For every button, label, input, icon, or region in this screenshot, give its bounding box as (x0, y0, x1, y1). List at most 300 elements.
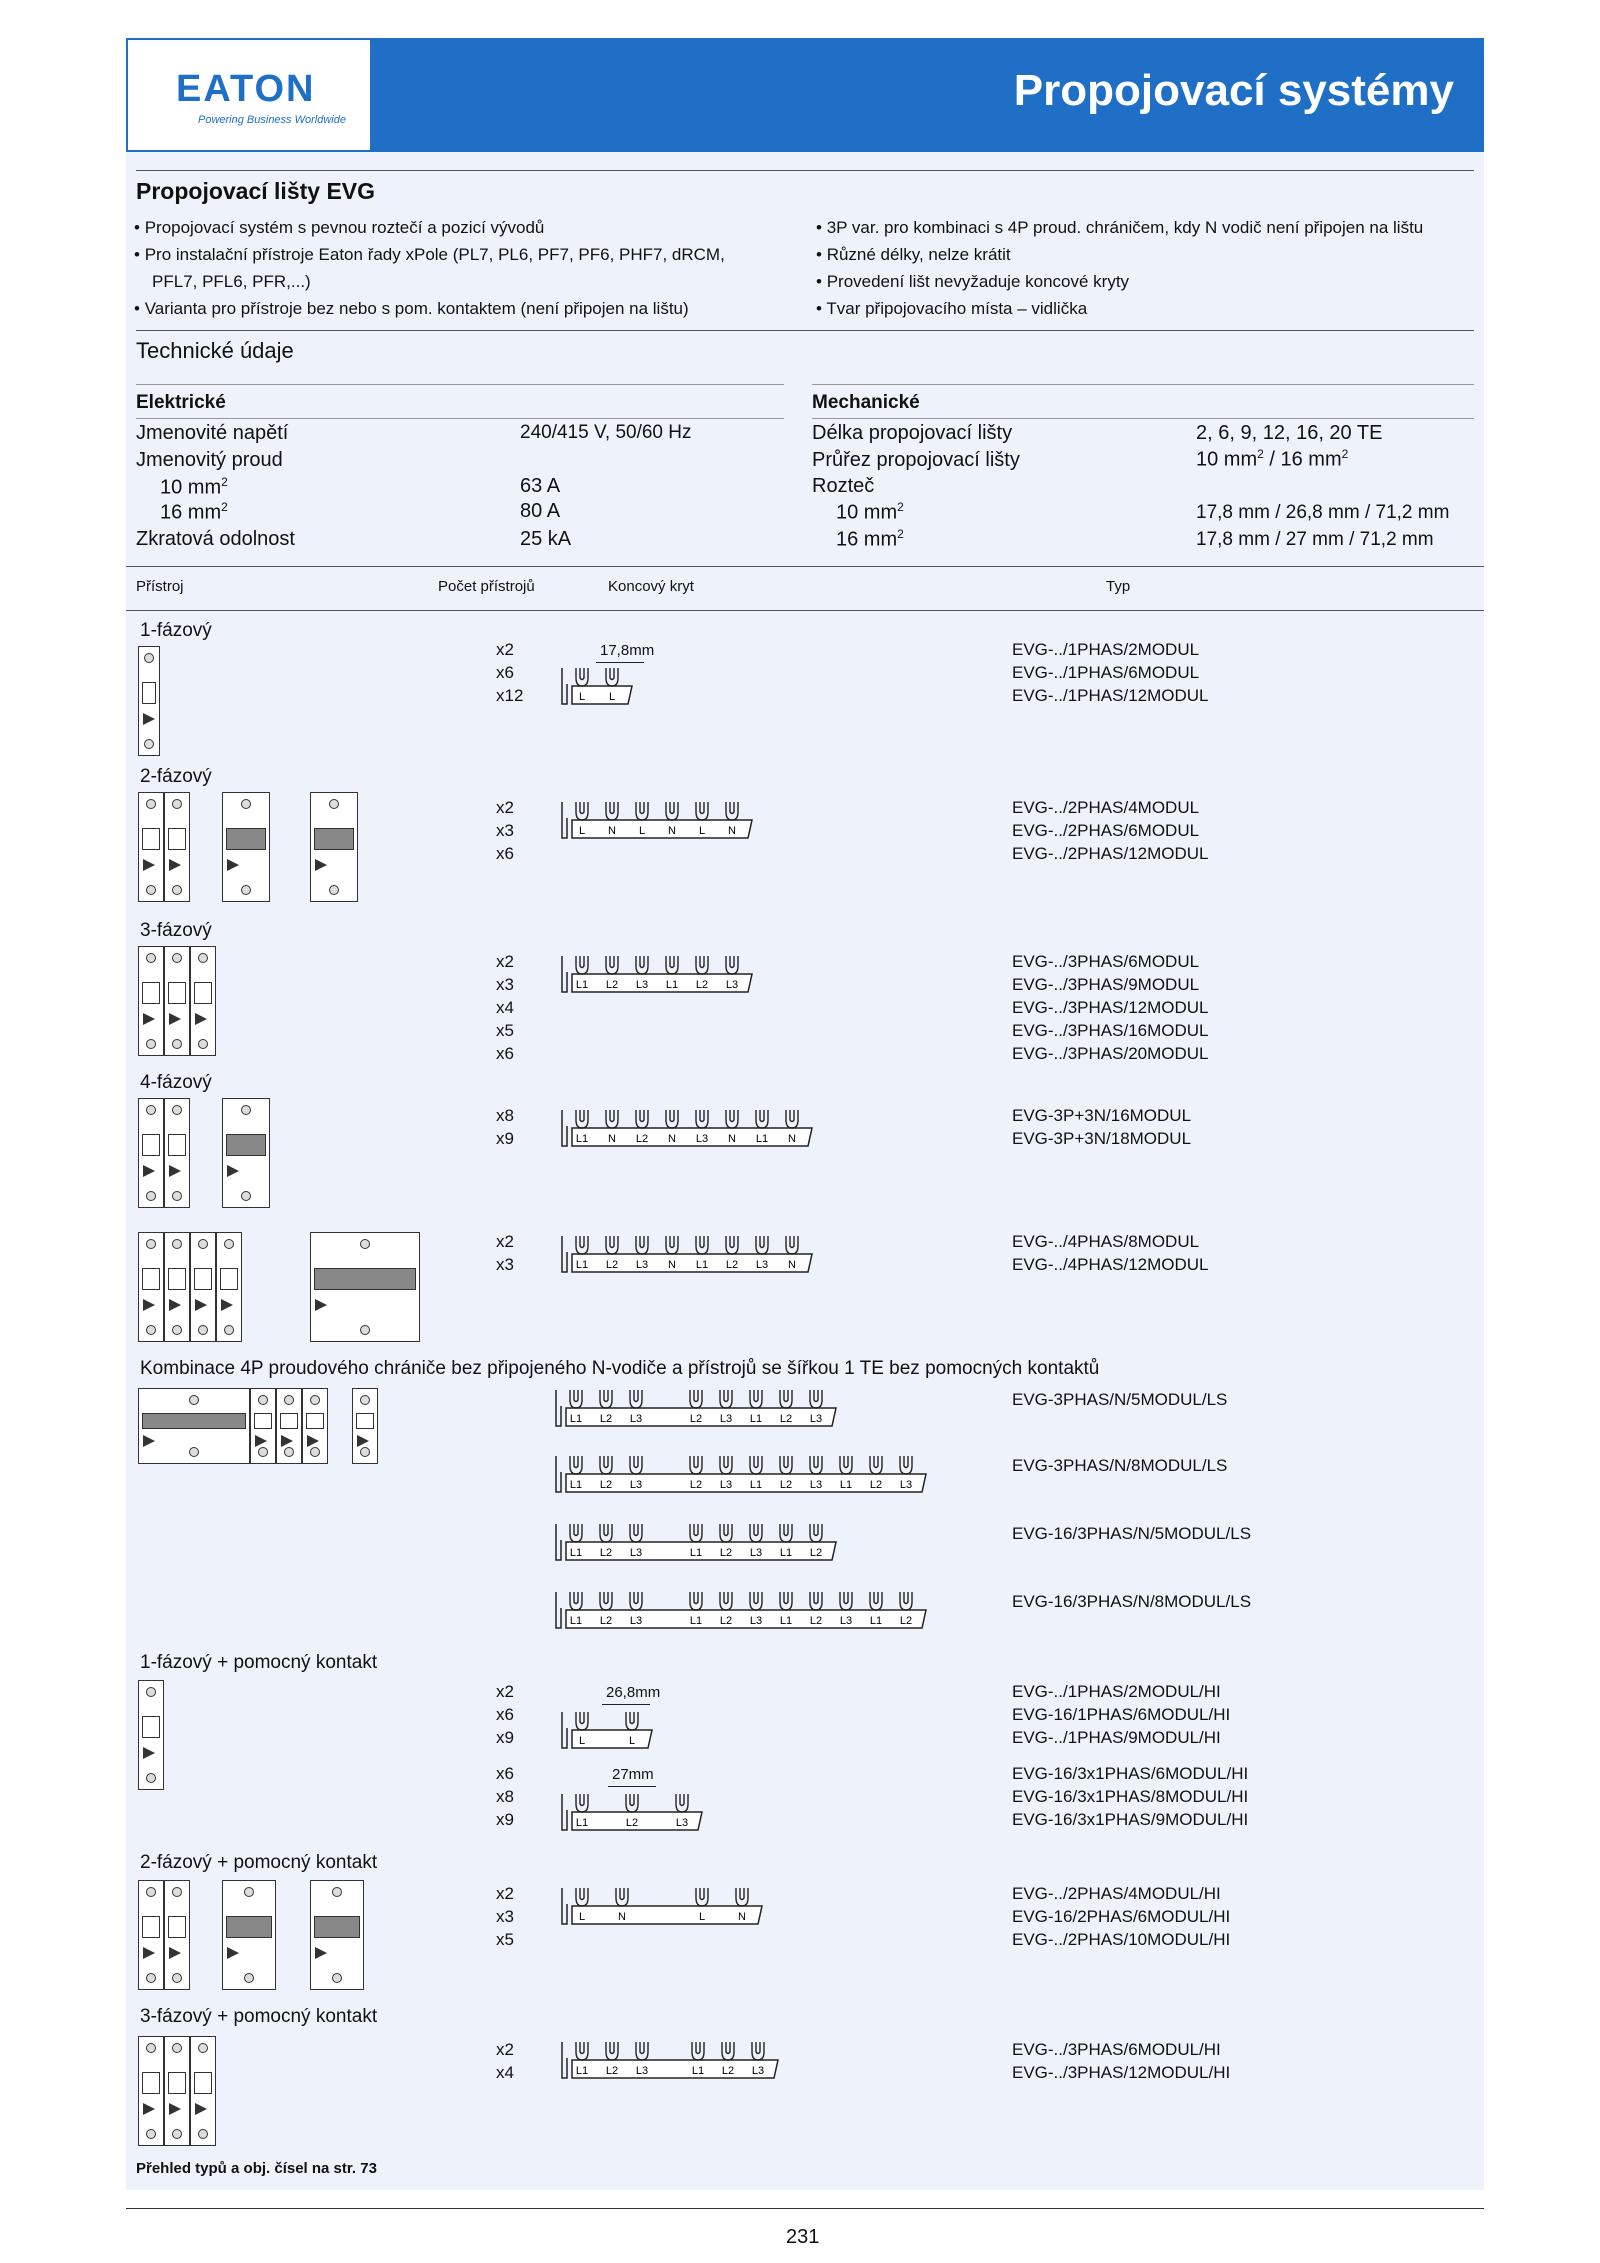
terminal-screw (332, 1973, 342, 1983)
busbar-fork (736, 1888, 748, 1906)
terminal-screw (172, 1039, 182, 1049)
cs10-value: 63 A (520, 475, 561, 497)
toggle-handle (254, 1413, 272, 1429)
arrow-marker (143, 1947, 155, 1959)
device-icon (138, 1388, 250, 1464)
busbar-label: L (698, 1911, 706, 1923)
bullet-item: • Tvar připojovacího místa – vidlička (816, 299, 1088, 318)
divider (812, 384, 1474, 385)
terminal-screw (258, 1447, 268, 1457)
busbar-label: L3 (719, 1413, 733, 1425)
busbar-label: L2 (779, 1413, 793, 1425)
busbar-label: L1 (569, 1479, 583, 1491)
busbar-label: L (578, 1911, 586, 1923)
terminal-screw (198, 1039, 208, 1049)
busbar-fork (576, 1888, 588, 1906)
device-icon (164, 1880, 190, 1990)
arrow-marker (195, 1299, 207, 1311)
device-count: x3 (496, 1255, 514, 1274)
type-code: EVG-../3PHAS/12MODUL (1012, 998, 1209, 1017)
type-code: EVG-../2PHAS/6MODUL (1012, 821, 1200, 840)
terminal-screw (360, 1447, 370, 1457)
toggle-handle (142, 1716, 160, 1738)
divider (136, 330, 1474, 331)
device-icon (222, 1098, 270, 1208)
arrow-marker (143, 1747, 155, 1759)
col-device: Přístroj (136, 578, 184, 595)
arrow-marker (357, 1435, 369, 1447)
busbar-fork (606, 1110, 618, 1128)
device-icon (310, 1232, 420, 1342)
busbar-label: L1 (839, 1479, 853, 1491)
busbar-fork (570, 1390, 582, 1408)
terminal-screw (144, 739, 154, 749)
busbar-fork (810, 1524, 822, 1542)
divider (812, 418, 1474, 419)
rated-voltage-value: 240/415 V, 50/60 Hz (520, 422, 692, 443)
toggle-handle (194, 982, 212, 1004)
busbar-label: L1 (749, 1479, 763, 1491)
busbar-label: L2 (809, 1615, 823, 1627)
busbar-fork (606, 2042, 618, 2060)
device-count: x6 (496, 1764, 514, 1783)
terminal-screw (172, 1239, 182, 1249)
terminal-screw (198, 953, 208, 963)
toggle-handle (142, 1134, 160, 1156)
type-code: EVG-../1PHAS/6MODUL (1012, 663, 1200, 682)
busbar-label: L3 (839, 1615, 853, 1627)
terminal-screw (172, 2043, 182, 2053)
busbar-fork (726, 1236, 738, 1254)
busbar-label: L3 (899, 1479, 913, 1491)
toggle-handle (142, 682, 156, 704)
page-title: Propojovací systémy (1013, 66, 1454, 115)
terminal-screw (172, 2129, 182, 2139)
electrical-heading: Elektrické (136, 392, 226, 413)
busbar-label: L2 (899, 1615, 913, 1627)
device-icon (138, 1232, 164, 1342)
pitch-dimension: 17,8mm (600, 642, 655, 659)
device-icon (164, 946, 190, 1056)
terminal-screw (144, 653, 154, 663)
toggle-handle (168, 982, 186, 1004)
busbar-label: N (738, 1911, 746, 1923)
busbar-fork (606, 956, 618, 974)
busbar-fork (750, 1390, 762, 1408)
busbar-fork (696, 1888, 708, 1906)
arrow-marker (143, 1013, 155, 1025)
mechanical-heading: Mechanické (812, 392, 920, 413)
busbar-label: L1 (575, 1817, 589, 1829)
type-code: EVG-../3PHAS/6MODUL (1012, 952, 1200, 971)
type-code: EVG-../3PHAS/20MODUL (1012, 1044, 1209, 1063)
busbar-fork (636, 802, 648, 820)
terminal-screw (189, 1447, 199, 1457)
busbar-fork (870, 1592, 882, 1610)
device-icon (310, 1880, 364, 1990)
terminal-screw (172, 885, 182, 895)
busbar-fork (690, 1456, 702, 1474)
arrow-marker (227, 859, 239, 871)
arrow-marker (307, 1435, 319, 1447)
toggle-handle (194, 1268, 212, 1290)
busbar-drawing (560, 1232, 824, 1282)
busbar-label: N (668, 1133, 676, 1145)
device-icon (164, 2036, 190, 2146)
type-code: EVG-../2PHAS/4MODUL (1012, 798, 1200, 817)
busbar-label: L1 (755, 1133, 769, 1145)
busbar-fork (576, 1110, 588, 1128)
device-icon (250, 1388, 276, 1464)
busbar-fork (750, 1524, 762, 1542)
terminal-screw (241, 885, 251, 895)
busbar-label: N (788, 1259, 796, 1271)
arrow-marker (143, 2103, 155, 2115)
device-count: x6 (496, 844, 514, 863)
pitch-dimension: 26,8mm (606, 1684, 661, 1701)
busbar-drawing (560, 2038, 790, 2088)
busbar-fork (840, 1592, 852, 1610)
type-code: EVG-16/3PHAS/N/8MODUL/LS (1012, 1592, 1252, 1611)
arrow-marker (169, 1947, 181, 1959)
busbar-label: L3 (749, 1547, 763, 1559)
busbar-label: N (618, 1911, 626, 1923)
terminal-screw (198, 1239, 208, 1249)
device-count: x4 (496, 998, 514, 1017)
terminal-screw (284, 1395, 294, 1405)
busbar-fork (780, 1524, 792, 1542)
busbar-drawing (560, 798, 764, 848)
dimension-line (608, 1786, 656, 1787)
busbar-label: L1 (691, 2065, 705, 2077)
toggle-handle (220, 1268, 238, 1290)
bullet-item: • Propojovací systém s pevnou roztečí a pozicí vývodů (134, 218, 545, 237)
busbar-label: L1 (575, 1133, 589, 1145)
bullet-item: • 3P var. pro kombinaci s 4P proud. chráničem, kdy N vodič není připojen na lištu (816, 218, 1424, 237)
device-count: x9 (496, 1728, 514, 1747)
device-count: x2 (496, 1232, 514, 1251)
device-count: x5 (496, 1930, 514, 1949)
device-count: x2 (496, 798, 514, 817)
arrow-marker (315, 1299, 327, 1311)
busbar-label: L (578, 825, 586, 837)
terminal-screw (146, 799, 156, 809)
busbar-label: L3 (629, 1479, 643, 1491)
device-count: x3 (496, 821, 514, 840)
content-panel (126, 152, 1484, 2190)
terminal-screw (329, 799, 339, 809)
type-code: EVG-../1PHAS/2MODUL/HI (1012, 1682, 1221, 1701)
type-code: EVG-../3PHAS/16MODUL (1012, 1021, 1209, 1040)
busbar-fork (626, 1794, 638, 1812)
busbar-label: L3 (751, 2065, 765, 2077)
device-icon (138, 2036, 164, 2146)
type-code: EVG-../2PHAS/4MODUL/HI (1012, 1884, 1221, 1903)
device-count: x2 (496, 1884, 514, 1903)
busbar-label: N (608, 1133, 616, 1145)
col-count: Počet přístrojů (438, 578, 535, 595)
short-circuit-label: Zkratová odolnost (136, 528, 295, 550)
group-label-1phase-aux: 1-fázový + pomocný kontakt (140, 1652, 378, 1673)
type-code: EVG-16/3PHAS/N/5MODUL/LS (1012, 1524, 1252, 1543)
device-icon (310, 792, 358, 902)
busbar-fork (720, 1390, 732, 1408)
busbar-label: L1 (569, 1547, 583, 1559)
busbar-label: L1 (569, 1615, 583, 1627)
busbar-fork (600, 1456, 612, 1474)
device-icon (276, 1388, 302, 1464)
busbar-fork (636, 956, 648, 974)
col-type: Typ (1106, 578, 1131, 595)
p16-value: 17,8 mm / 27 mm / 71,2 mm (1196, 529, 1434, 550)
terminal-screw (146, 1887, 156, 1897)
busbar-label: L2 (695, 979, 709, 991)
terminal-screw (310, 1447, 320, 1457)
toggle-handle (168, 1268, 186, 1290)
type-code: EVG-3P+3N/18MODUL (1012, 1129, 1192, 1148)
terminal-screw (172, 799, 182, 809)
busbar-label: L3 (629, 1615, 643, 1627)
busbar-fork (630, 1390, 642, 1408)
busbar-fork (840, 1456, 852, 1474)
busbar-fork (666, 1110, 678, 1128)
type-code: EVG-16/3x1PHAS/8MODUL/HI (1012, 1787, 1249, 1806)
dimension-line (602, 1704, 650, 1705)
type-code: EVG-../1PHAS/12MODUL (1012, 686, 1209, 705)
bullet-item: • Různé délky, nelze krátit (816, 245, 1011, 264)
device-count: x2 (496, 2040, 514, 2059)
busbar-fork (810, 1390, 822, 1408)
device-count: x8 (496, 1787, 514, 1806)
busbar-label: L2 (605, 2065, 619, 2077)
busbar-label: L1 (575, 2065, 589, 2077)
arrow-marker (143, 1299, 155, 1311)
busbar-drawing (560, 1708, 664, 1758)
busbar-fork (676, 1794, 688, 1812)
device-icon (138, 1098, 164, 1208)
busbar-label: N (668, 1259, 676, 1271)
type-code: EVG-16/1PHAS/6MODUL/HI (1012, 1705, 1231, 1724)
bullet-item: • Provedení lišt nevyžaduje koncové kryty (816, 272, 1130, 291)
short-circuit-value: 25 kA (520, 528, 572, 550)
terminal-screw (360, 1395, 370, 1405)
bullet-item: • Pro instalační přístroje Eaton řady xPole (PL7, PL6, PF7, PF6, PHF7, dRCM, (134, 245, 725, 264)
busbar-fork (750, 1456, 762, 1474)
terminal-screw (146, 1973, 156, 1983)
type-code: EVG-../2PHAS/10MODUL/HI (1012, 1930, 1231, 1949)
busbar-fork (900, 1592, 912, 1610)
busbar-fork (626, 1712, 638, 1730)
title-bar (372, 38, 1484, 152)
terminal-screw (244, 1973, 254, 1983)
busbar-label: L3 (695, 1133, 709, 1145)
type-code: EVG-../2PHAS/12MODUL (1012, 844, 1209, 863)
busbar-label: L3 (675, 1817, 689, 1829)
busbar-fork (780, 1390, 792, 1408)
terminal-screw (198, 2043, 208, 2053)
busbar-label: L3 (749, 1615, 763, 1627)
busbar-label: L2 (869, 1479, 883, 1491)
arrow-marker (315, 1947, 327, 1959)
divider (136, 384, 784, 385)
arrow-marker (255, 1435, 267, 1447)
device-count: x6 (496, 1044, 514, 1063)
cs10-label: 10 $mm^2$ (160, 475, 228, 499)
busbar-fork (786, 1110, 798, 1128)
terminal-screw (146, 1773, 156, 1783)
busbar-fork (780, 1592, 792, 1610)
arrow-marker (195, 1013, 207, 1025)
busbar-label: L1 (689, 1547, 703, 1559)
busbar-label: N (728, 825, 736, 837)
busbar-label: L3 (635, 1259, 649, 1271)
busbar-fork (630, 1456, 642, 1474)
pitch-dimension: 27mm (612, 1766, 654, 1783)
busbar-fork (666, 802, 678, 820)
busbar-drawing (560, 1790, 714, 1840)
type-code: EVG-../3PHAS/9MODUL (1012, 975, 1200, 994)
terminal-screw (172, 953, 182, 963)
busbar-fork (696, 802, 708, 820)
busbar-fork (690, 1390, 702, 1408)
terminal-screw (189, 1395, 199, 1405)
device-icon (352, 1388, 378, 1464)
dimension-line (596, 662, 644, 663)
busbar-label: L2 (599, 1413, 613, 1425)
device-icon (222, 1880, 276, 1990)
busbar-label: L2 (599, 1615, 613, 1627)
group-label-3phase-aux: 3-fázový + pomocný kontakt (140, 2006, 378, 2027)
toggle-handle (226, 1134, 266, 1156)
toggle-handle (314, 828, 354, 850)
busbar-fork (786, 1236, 798, 1254)
busbar-fork (606, 802, 618, 820)
device-count: x9 (496, 1129, 514, 1148)
busbar-fork (636, 1236, 648, 1254)
type-code: EVG-16/2PHAS/6MODUL/HI (1012, 1907, 1231, 1926)
type-code: EVG-../4PHAS/12MODUL (1012, 1255, 1209, 1274)
terminal-screw (146, 1039, 156, 1049)
busbar-label: L2 (721, 2065, 735, 2077)
busbar-label: L1 (695, 1259, 709, 1271)
arrow-marker (169, 1013, 181, 1025)
toggle-handle (142, 1916, 160, 1938)
cs16-label: 16 $mm^2$ (160, 500, 228, 524)
cs16-value: 80 A (520, 500, 561, 522)
device-count: x12 (496, 686, 524, 705)
device-count: x9 (496, 1810, 514, 1829)
busbar-fork (696, 956, 708, 974)
toggle-handle (142, 1268, 160, 1290)
bullet-item: • Varianta pro přístroje bez nebo s pom. kontaktem (není připojen na lištu) (134, 299, 689, 318)
terminal-screw (244, 1887, 254, 1897)
type-code: EVG-../3PHAS/6MODUL/HI (1012, 2040, 1221, 2059)
terminal-screw (172, 1105, 182, 1115)
device-icon (138, 1880, 164, 1990)
toggle-handle (142, 828, 160, 850)
busbar-fork (600, 1524, 612, 1542)
busbar-label: L (628, 1735, 636, 1747)
terminal-screw (172, 1325, 182, 1335)
section-title: Propojovací lišty EVG (136, 178, 376, 204)
busbar-fork (666, 956, 678, 974)
busbar-drawing (560, 664, 644, 714)
busbar-fork (570, 1456, 582, 1474)
toggle-handle (280, 1413, 298, 1429)
toggle-handle (168, 1916, 186, 1938)
busbar-label: L2 (779, 1479, 793, 1491)
busbar-fork (692, 2042, 704, 2060)
toggle-handle (168, 828, 186, 850)
terminal-screw (146, 2129, 156, 2139)
device-icon (164, 792, 190, 902)
terminal-screw (241, 799, 251, 809)
terminal-screw (146, 1687, 156, 1697)
p10-label: 10 $mm^2$ (836, 500, 904, 524)
terminal-screw (241, 1191, 251, 1201)
busbar-label: L1 (779, 1547, 793, 1559)
busbar-drawing (554, 1452, 938, 1502)
busbar-label: L1 (779, 1615, 793, 1627)
busbar-fork (616, 1888, 628, 1906)
busbar-fork (630, 1592, 642, 1610)
device-icon (138, 792, 164, 902)
pitch-label: Rozteč (812, 475, 875, 497)
busbar-label: N (728, 1133, 736, 1145)
busbar-fork (570, 1524, 582, 1542)
busbar-label: L1 (569, 1413, 583, 1425)
toggle-handle (168, 1134, 186, 1156)
busbar-fork (726, 802, 738, 820)
device-count: x3 (496, 975, 514, 994)
group-label-combination: Kombinace 4P proudového chrániče bez připojeného N-vodiče a přístrojů se šířkou 1 TE bez pomocných kontaktů (140, 1358, 1100, 1379)
toggle-handle (194, 2072, 212, 2094)
terminal-screw (146, 885, 156, 895)
toggle-handle (314, 1916, 360, 1938)
terminal-screw (146, 2043, 156, 2053)
busbar-drawing (560, 1884, 774, 1934)
busbar-drawing (554, 1520, 848, 1570)
busbar-label: L2 (689, 1413, 703, 1425)
terminal-screw (329, 885, 339, 895)
busbar-drawing (560, 1106, 824, 1156)
type-code: EVG-../1PHAS/2MODUL (1012, 640, 1200, 659)
busbar-fork (576, 1236, 588, 1254)
terminal-screw (172, 1973, 182, 1983)
toggle-handle (142, 2072, 160, 2094)
busbar-fork (690, 1524, 702, 1542)
busbar-fork (810, 1592, 822, 1610)
busbar-label: L3 (719, 1479, 733, 1491)
terminal-screw (360, 1239, 370, 1249)
busbar-label: L2 (719, 1615, 733, 1627)
rated-current-label: Jmenovitý proud (136, 449, 283, 471)
busbar-fork (690, 1592, 702, 1610)
busbar-drawing (554, 1386, 848, 1436)
arrow-marker (169, 859, 181, 871)
device-icon (190, 1232, 216, 1342)
type-code: EVG-3PHAS/N/5MODUL/LS (1012, 1390, 1228, 1409)
device-icon (222, 792, 270, 902)
busbar-drawing (554, 1588, 938, 1638)
busbar-label: L3 (635, 2065, 649, 2077)
busbar-fork (696, 1110, 708, 1128)
terminal-screw (198, 1325, 208, 1335)
terminal-screw (284, 1447, 294, 1457)
terminal-screw (310, 1395, 320, 1405)
busbar-fork (720, 1592, 732, 1610)
tech-heading: Technické údaje (136, 338, 294, 363)
